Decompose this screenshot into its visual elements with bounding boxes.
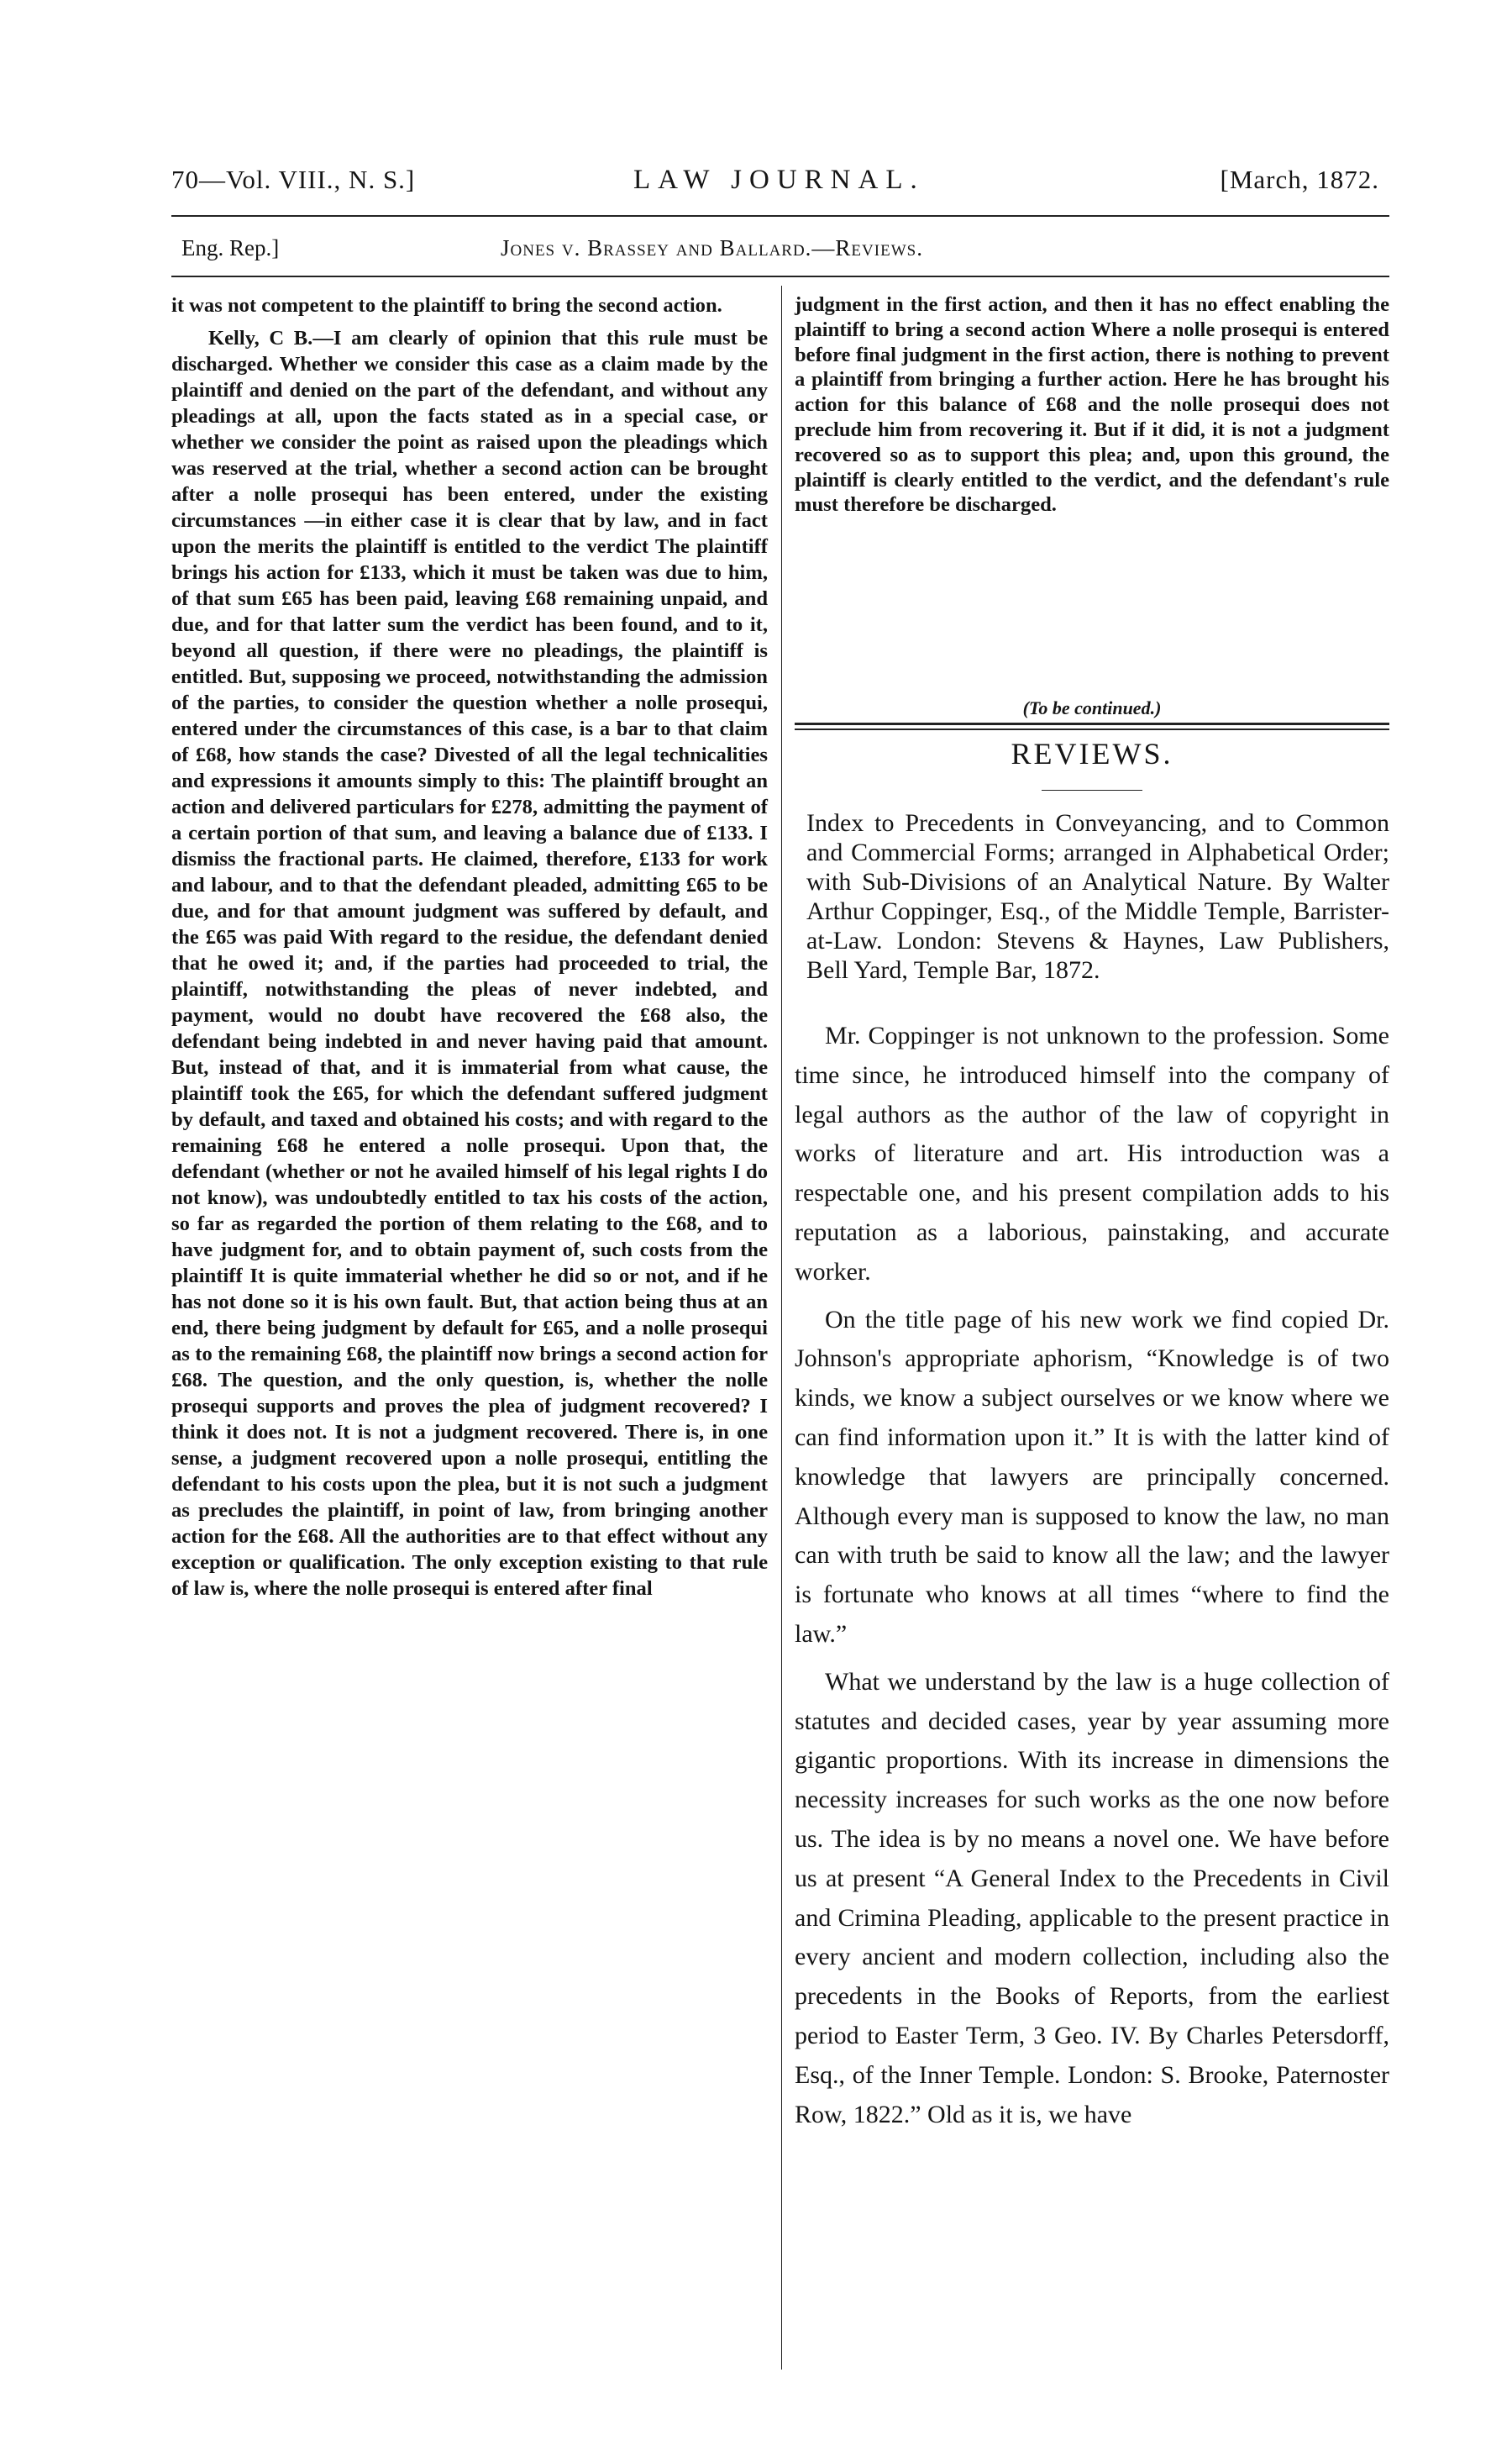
paragraph: Kelly, C B.—I am clearly of opinion that this rule must be discharged. Whether we consider this case as a claim made by the plaintiff and denied on the part of the defendant, and without any pleadings at all, upon the facts stated as in a special case, or whether we consider the point as raised upon the pleadings which was reserved at the trial, whether a second action can be brought after a nolle prosequi has been entered, under the existing circumstances —in either case it is clear that by law, and in fact upon the merits the plaintiff is entitled to the verdict The plaintiff brings his action for £133, which it must be taken was due to him, of that sum £65 has been paid, leaving £68 remaining unpaid, and due, and for that latter sum the verdict has been found, and to it, beyond all question, if there were no pleadings, the plaintiff is entitled. But, supposing we proceed, notwithstanding the admission of the parties, to consider the question whether a nolle prosequi, entered under the circumstances of this case, is a bar to that claim of £68, how stands the case? Divested of all the legal technicalities and expressions it amounts simply to this: The plaintiff brought an action and delivered particulars for £278, admitting the payment of a certain portion of that sum, and leaving a balance due of £133. I dismiss the fractional parts. He claimed, therefore, £133 for work and labour, and to that the defendant pleaded, admitting £65 to be due, and for that amount judgment was suffered by default, and the £65 was paid With regard to the residue, the defendant denied that he owed it; and, if the parties had proceeded to trial, the plaintiff, notwithstanding the pleas of never indebted, and payment, would no doubt have recovered the £68 also, the defendant being indebted in and never having paid that amount. But, instead of that, and it is immaterial from what cause, the plaintiff took the £65, for which the defendant suffered judgment by default, and taxed and obtained his costs; and with regard to the remaining £68 he entered a nolle prosequi. Upon that, the defendant (whether or not he availed himself of his legal rights I do not know), was undoubtedly entitled to tax his costs of the action, so far as regarded the portion of them relating to the £68, and to have judgment for, and to obtain payment of, such costs from the plaintiff It is quite immaterial whether he did so or not, and if he has not done so it is his own fault. But, that action being thus at an end, there being judgment by default for £65, and a nolle prosequi as to the remaining £68, the plaintiff now brings a second action for £68. The question, and the only question, is, whether the nolle prosequi supports and proves the plea of judgment recovered? I think it does not. It is not a judgment recovered. There is, in one sense, a judgment recovered upon a nolle prosequi, entitling the defendant to his costs upon the plea, but it is not such a judgment as precludes the plaintiff, in point of law, from bringing another action for the £68. All the authorities are to that effect without any exception or qualification. The only exception existing to that rule of law is, where the nolle prosequi is entered after final: [171, 327, 768, 1600]
right-column-top: judgment in the first action, and then it has no effect enabling the plaintiff to bring a second action Where a nolle prosequi is entered before final judgment in the first action, there is nothing to prevent a plaintiff from bringing a further action. Here he has brought his action for this balance of £68 and the nolle prosequi does not preclude him from recovering it. But if it did, it is not a judgment recovered so as to support this plea; and, upon this ground, the plaintiff is clearly entitled to the verdict, and the defendant's rule must therefore be discharged.: [795, 293, 1389, 517]
issue-date: [March, 1872.: [1220, 165, 1379, 194]
report-series: Eng. Rep.]: [181, 235, 280, 260]
subheader-rule: [171, 276, 1389, 277]
review-body: [795, 1017, 1389, 2134]
review-paragraph: What we understand by the law is a huge collection of statutes and decided cases, year by year assuming more gigantic proportions. With its increase in dimensions the necessity increases for such works as the one now before us. The idea is by no means a novel one. We have before us at present “A General Index to the Precedents in Civil and Crimina Pleading, applicable to the present practice in every ancient and modern collection, including also the precedents in the Books of Reports, from the earliest period to Easter Term, 3 Geo. IV. By Charles Petersdorff, Esq., of the Inner Temple. London: S. Brooke, Paternoster Row, 1822.” Old as it is, we have: [795, 1667, 1389, 2128]
running-header: [171, 165, 1379, 198]
left-column: [171, 292, 768, 1602]
section-header: [181, 235, 1379, 269]
double-rule-bottom: [795, 729, 1389, 730]
case-title: Jones v. Brassey and Ballard.—Reviews.: [501, 235, 923, 260]
double-rule-top: [795, 723, 1389, 725]
journal-title: LAW JOURNAL.: [633, 165, 925, 195]
page-volume: 70—Vol. VIII., N. S.]: [171, 165, 416, 194]
column-divider: [781, 286, 782, 2370]
review-paragraph: On the title page of his new work we find copied Dr. Johnson's appropriate aphorism, “Knowledge is of two kinds, we know a subject ourselves or we know where we can find information upon it.” It is with the latter kind of knowledge that lawyers are principally concerned. Although every man is supposed to know the law, no man can with truth be said to know all the law; and the lawyer is fortunate who knows at all times “where to find the law.”: [795, 1305, 1389, 1648]
reviews-rule: [1042, 790, 1142, 791]
review-paragraph: Mr. Coppinger is not unknown to the profession. Some time since, he introduced himself into the company of legal authors as the author of the law of copyright in works of literature and art. His introduction was a respectable one, and his present compilation adds to his reputation as a laborious, painstaking, and accurate worker.: [795, 1022, 1389, 1286]
book-citation: [806, 808, 1389, 985]
header-rule: [171, 215, 1389, 217]
reviews-heading: REVIEWS.: [1011, 737, 1173, 771]
paragraph: it was not competent to the plaintiff to bring the second action.: [171, 294, 722, 317]
continued-note: (To be continued.): [1022, 697, 1162, 718]
book-title: Index to Precedents in Conveyancing, and to Common and Commercial Forms; arranged in Alphabetical Order; with Sub-Divisions of an Analytical Nature. By Walter Arthur Coppinger, Esq., of the Middle Temple, Barrister-at-Law. London: Stevens & Haynes, Law Publishers, Bell Yard, Temple Bar, 1872.: [806, 809, 1389, 984]
